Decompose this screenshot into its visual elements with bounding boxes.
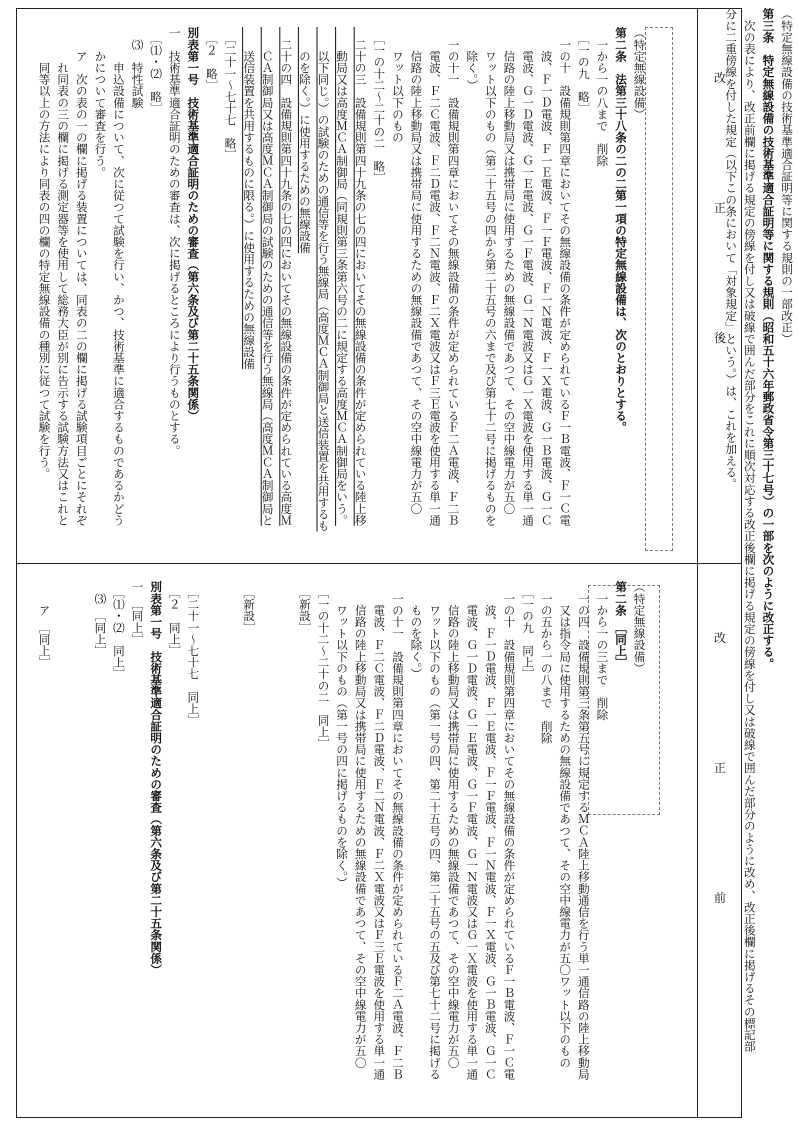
text-line: 動局又は高度ＭＣＡ制御局（同規則第三条第六号の二に規定する高度ＭＣＡ制御局をいう。 (335, 27, 350, 526)
table-header-divider (697, 9, 698, 1117)
text-line: 二十の四 設備規則第四十九条の七の四においてその無線設備の条件が定められている高度Ｍ (279, 27, 294, 526)
text-line: 電波、Ｇ一Ｄ電波、Ｇ一Ｅ電波、Ｇ一Ｆ電波、Ｇ一Ｎ電波又はＧ一Ｘ電波を使用する単一通 (521, 27, 536, 526)
text-line: ［新設］ (242, 581, 257, 634)
text-line: ワット以下のもの（第一号の四に掲げるものを除く。） (335, 581, 350, 889)
text-line: のを除く。）に使用するための無線設備 (297, 27, 312, 254)
dashed-revision-box (645, 27, 673, 551)
text-line: 第二条 ［同上］ (614, 581, 628, 668)
text-line: ［一の九 同上］ (521, 581, 536, 680)
text-line: ［２ 略］ (204, 27, 219, 91)
text-line: 電波、Ｆ二Ｃ電波、Ｆ二Ｄ電波、Ｆ二Ｎ電波、Ｆ二Ｘ電波又はＦ三Ｅ電波を使用する単一通 (372, 581, 387, 1080)
text-line: 信路の陸上移動局又は携帯局に使用するための無線設備であつて、その空中線電力が五〇 (353, 581, 368, 1069)
header-char: 改 (714, 631, 729, 645)
text-line: 送信装置を共用するものに限る。）に使用するための無線設備 (242, 27, 257, 370)
text-line: 申込設備について、次に従つて試験を行い、かつ、技術基準に適合するものであるかどう (111, 27, 126, 526)
text-line: 又は指令局に使用するための無線設備であつて、その空中線電力が五〇ワット以下のもの (558, 581, 573, 1069)
text-line: 一の十一 設備規則第四章においてその無線設備の条件が定められているＦ二Ａ電波、Ｆ二Ｂ (390, 581, 405, 1080)
intro-line: 分に二重傍線を付した規定（以下この条において「対象規定」という。）は、これを加える。 (724, 8, 739, 490)
text-line: 一から一の三まで 削除 (595, 581, 610, 721)
text-line: 一の四 設備規則第三条第五号に規定するＭＣＡ陸上移動通信を行う単一通信路の陸上移動局 (576, 581, 591, 1080)
text-line: ［新設］ (297, 581, 312, 634)
text-line (277, 581, 296, 1117)
text-line: ⑶ ［同上］ (93, 581, 108, 657)
text-line: かについて審査を行う。 (93, 27, 108, 178)
text-line: ワット以下のもの (390, 27, 405, 143)
table-row-divider (17, 563, 741, 564)
text-line: 信路の陸上移動局又は携帯局に使用するための無線設備であつて、その空中線電力が五〇 (502, 27, 517, 515)
text-line: ［⑴・⑵ 同上］ (111, 581, 126, 680)
text-line: ワット以下のもの（第一号の四、第二十五号の四、第二十五号の五及び第七十二号に掲げる (428, 581, 443, 1080)
text-line: ［一の十二～二十の二 略］ (372, 27, 387, 184)
text-line: 電波、Ｇ一Ｄ電波、Ｇ一Ｅ電波、Ｇ一Ｆ電波、Ｇ一Ｎ電波又はＧ一Ｘ電波を使用する単一通 (465, 581, 480, 1080)
text-line: ものを除く。） (409, 581, 424, 680)
intro-line: 次の表により、改正前欄に掲げる規定の傍線を付し又は破線で囲んだ部分をこれに順次対応する改正後欄に掲げる規定の傍線を付し又は破線で囲んだ部分のように改め、改正後欄に掲げるその標記部 (742, 8, 757, 1052)
header-char: 改 (714, 71, 729, 85)
text-line: 二十の三 設備規則第四十九条の七の四においてその無線設備の条件が定められている陸上移 (353, 27, 368, 526)
text-line: ［一の十二～二十の二 同上］ (316, 581, 331, 750)
text-line: 以下同じ。）の試験のための通信等を行う無線局（高度ＭＣＡ制御局と送信装置を共用するも (316, 27, 331, 532)
after-column (35, 27, 649, 557)
text-line (54, 581, 73, 1117)
text-line: 一 ［同上］ (130, 581, 145, 645)
text-line: 除く。） (465, 27, 480, 91)
text-line: 一 技術基準適合証明のための審査は、次に掲げるところにより行うものとする。 (167, 27, 182, 457)
header-char: 正 (714, 761, 729, 775)
text-line: 同等以上の方法により同表の四の欄の特定無線設備の種別に従つて試験を行う。 (37, 27, 52, 480)
text-line: 一から一の八まで 削除 (595, 27, 610, 167)
text-line: ［二十一～七十七 同上］ (186, 581, 201, 726)
text-line: ［２ 同上］ (167, 581, 182, 657)
text-line: （特定無線設備） (632, 581, 647, 674)
comparison-table (16, 8, 742, 1118)
text-line (221, 581, 240, 1117)
text-line: 信路の陸上移動局又は携帯局に使用するための無線設備であつて、その空中線電力が五〇 (409, 27, 424, 515)
text-line: 別表第一号 技術基準適合証明のための審査（第六条及び第二十五条関係） (186, 27, 201, 422)
header-char: 後 (714, 331, 729, 345)
text-line: 電波、Ｆ二Ｃ電波、Ｆ二Ｄ電波、Ｆ二Ｎ電波、Ｆ二Ｘ電波又はＦ三Ｅ電波を使用する単一通 (428, 27, 443, 526)
text-line: ⑶ 特性試験 (130, 27, 145, 109)
text-line: 別表第一号 技術基準適合証明のための審査（第六条及び第二十五条関係） (149, 581, 164, 976)
text-line: ＣＡ制御局又は高度ＭＣＡ制御局の試験のための通信等を行う無線局（高度ＭＣＡ制御局と (260, 27, 275, 526)
text-line: 一の十一 設備規則第四章においてその無線設備の条件が定められているＦ二Ａ電波、Ｆ二Ｂ (446, 27, 461, 526)
text-line: 第二条 法第三十八条の二の二第一項の特定無線設備は、次のとおりとする。 (614, 27, 628, 433)
text-line: 信路の陸上移動局又は携帯局に使用するための無線設備であつて、その空中線電力が五〇 (446, 581, 461, 1069)
text-line: 波、Ｆ一Ｄ電波、Ｆ一Ｅ電波、Ｆ一Ｆ電波、Ｆ一Ｎ電波、Ｆ一Ｘ電波、Ｇ一Ｂ電波、Ｇ一Ｃ (483, 581, 498, 1080)
text-line: 一の五から一の八まで 削除 (539, 581, 554, 744)
text-line: ア 次の表の一の欄に掲げる装置については、同表の二の欄に掲げる試験項目ごとにそれぞ (74, 27, 89, 526)
text-line (202, 581, 221, 1117)
intro-line: （特定無線設備の技術基準適合証明等に関する規則の一部改正） (780, 8, 794, 345)
text-line (72, 581, 91, 1117)
text-line (258, 581, 277, 1117)
text-line: れ同表の三の欄に掲げる測定器等を使用して総務大臣が別に告示する試験方法又はこれと (56, 27, 71, 526)
text-line: ［二十一～七十七 略］ (223, 27, 238, 161)
text-line: ワット以下のもの（第二十五号の四から第二十五号の六まで及び第七十二号に掲げるものを (483, 27, 498, 526)
text-line: ア ［同上］ (37, 581, 52, 668)
text-line: 一の十 設備規則第四章においてその無線設備の条件が定められているＦ一Ｂ電波、Ｆ一Ｃ電 (558, 27, 573, 526)
text-line: 一の十 設備規則第四章においてその無線設備の条件が定められているＦ一Ｂ電波、Ｆ一Ｃ電 (502, 581, 517, 1080)
text-line: 波、Ｆ一Ｄ電波、Ｆ一Ｅ電波、Ｆ一Ｆ電波、Ｆ一Ｎ電波、Ｆ一Ｘ電波、Ｇ一Ｂ電波、Ｇ一Ｃ (539, 27, 554, 526)
before-column (35, 581, 649, 1117)
header-char: 正 (714, 201, 729, 215)
text-line: ［一の九 略］ (576, 27, 591, 114)
text-line: ［⑴・⑵ 略］ (149, 27, 164, 114)
header-char: 前 (714, 891, 729, 905)
text-line: （特定無線設備） (632, 27, 647, 120)
intro-line: 第三条 特定無線設備の技術基準適合証明等に関する規則（昭和五十六年郵政省令第三十七号）の一部を次のように改正する。 (761, 8, 776, 670)
